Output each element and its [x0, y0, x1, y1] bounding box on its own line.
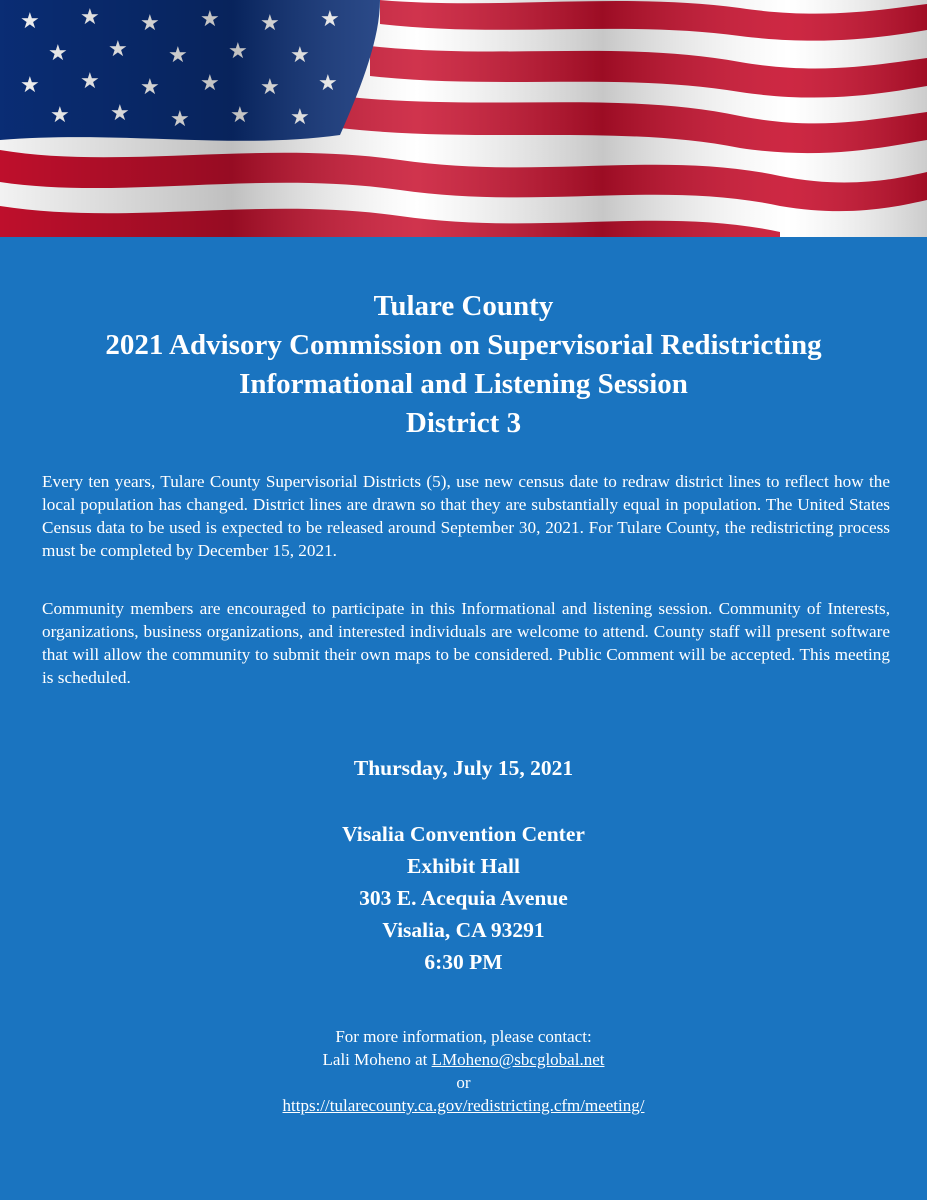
contact-or: or: [456, 1073, 471, 1092]
contact-intro: For more information, please contact:: [335, 1027, 592, 1046]
venue-block: [0, 818, 927, 978]
venue-room: Exhibit Hall: [407, 854, 520, 878]
venue-name: Visalia Convention Center: [342, 822, 585, 846]
title-district: District 3: [405, 407, 522, 439]
event-date: Thursday, July 15, 2021: [353, 756, 574, 780]
event-time: 6:30 PM: [424, 950, 503, 974]
contact-email-link[interactable]: LMoheno@sbcglobal.net: [431, 1050, 605, 1069]
contact-url-line: [0, 1094, 927, 1117]
contact-block: [0, 1025, 927, 1117]
title-block: [0, 287, 927, 443]
title-county: Tulare County: [373, 290, 554, 322]
participation-paragraph: Community members are encouraged to participate in this Informational and listening session. Community of Interests, organizations, business organizations, and interested individuals are welcome to attend. County staff will present software that will allow the community to submit their own maps to be considered. Public Comment will be accepted. This meeting is scheduled.: [42, 599, 890, 687]
venue-street: 303 E. Acequia Avenue: [359, 886, 568, 910]
intro-paragraph: Every ten years, Tulare County Supervisorial Districts (5), use new census date to redraw district lines to reflect how the local population has changed. District lines are drawn so that they are substantially equal in population. The United States Census data to be used is expected to be released around September 30, 2021. For Tulare County, the redistricting process must be completed by December 15, 2021.: [42, 472, 890, 560]
venue-city: Visalia, CA 93291: [382, 918, 545, 942]
contact-line: [0, 1048, 927, 1071]
title-commission: 2021 Advisory Commission on Supervisorial Redistricting: [105, 329, 822, 361]
flyer-content: [0, 237, 927, 1200]
contact-name: Lali Moheno at: [322, 1050, 432, 1069]
american-flag-icon: [0, 0, 927, 237]
redistricting-url-link[interactable]: https://tularecounty.ca.gov/redistricting.cfm/meeting/: [282, 1096, 645, 1115]
title-session: Informational and Listening Session: [239, 368, 688, 400]
